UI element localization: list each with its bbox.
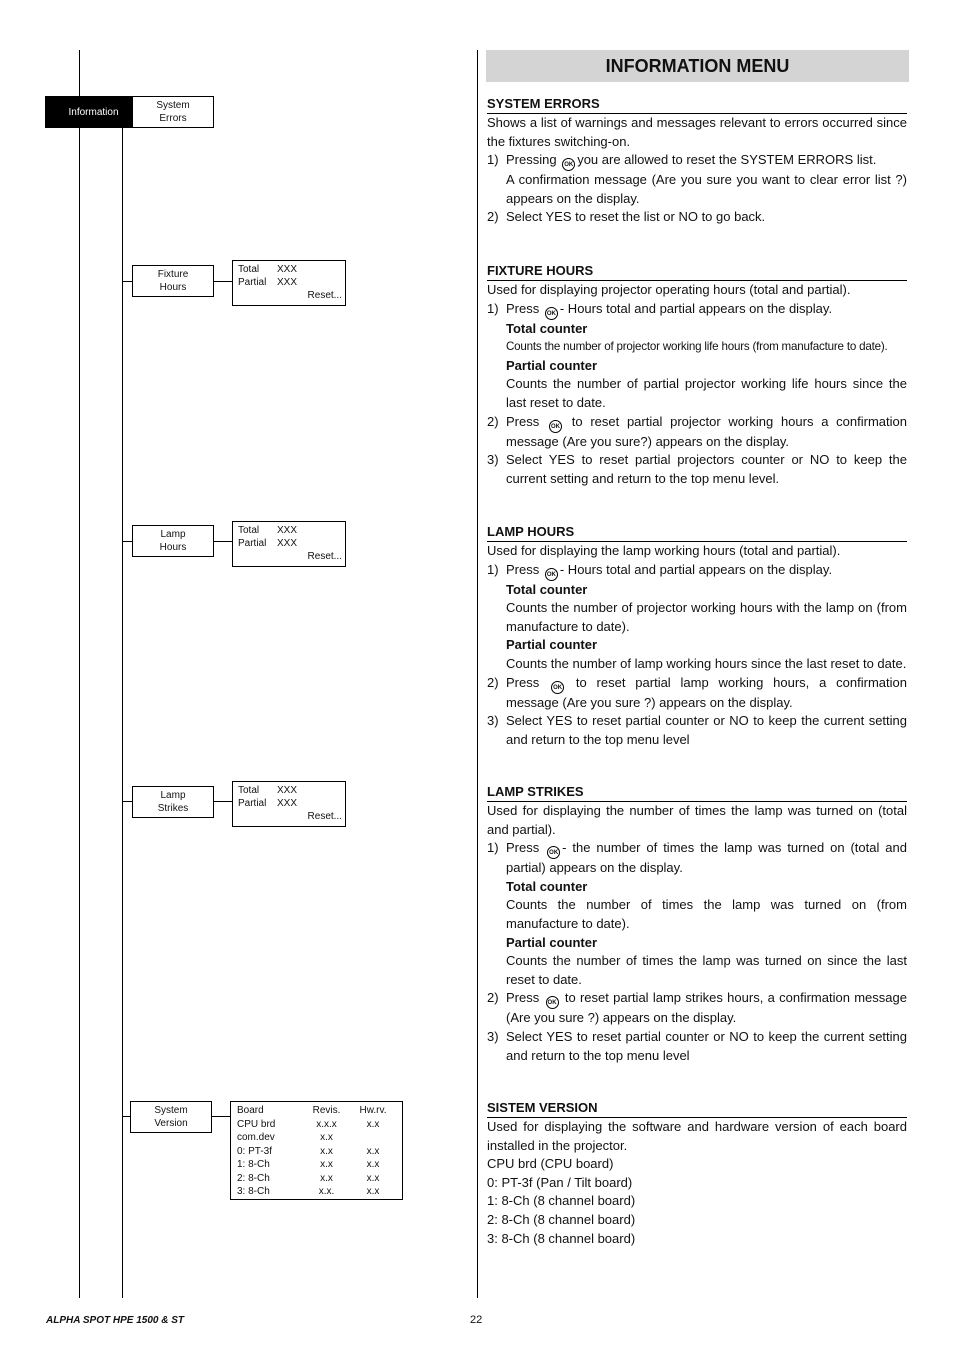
total-counter-text: Counts the number of projector working hours with the lamp on (from manufacture to date). <box>506 600 907 634</box>
section-heading: FIXTURE HOURS <box>487 263 907 281</box>
step-text: Press <box>506 561 540 577</box>
total-counter-text: Counts the number of projector working life hours (from manufacture to date). <box>506 340 888 354</box>
table-row <box>237 1118 393 1132</box>
tree-node-lamp-hours <box>132 525 214 557</box>
tree-connector <box>213 541 232 542</box>
tree-connector <box>213 281 232 282</box>
column-divider <box>477 50 478 1298</box>
step-item <box>487 839 907 878</box>
total-counter-heading: Total counter <box>506 320 588 336</box>
partial-label: Partial <box>238 538 267 549</box>
section-sistem-version <box>487 1100 907 1248</box>
ok-button-icon: OK <box>549 420 562 433</box>
step-number: 3) <box>487 1028 499 1044</box>
node-label-line: Strikes <box>157 803 189 814</box>
step-item <box>487 989 907 1028</box>
partial-counter-text: Counts the number of lamp working hours since the last reset to date. <box>506 655 907 671</box>
step-item <box>487 300 907 320</box>
table-header-row <box>237 1104 393 1118</box>
table-cell: 3: 8-Ch <box>237 1186 270 1197</box>
total-counter-heading: Total counter <box>506 878 588 894</box>
tree-connector <box>122 281 132 282</box>
table-cell: x.x <box>320 1159 333 1170</box>
partial-counter-heading: Partial counter <box>506 357 598 373</box>
ok-button-icon: OK <box>545 307 558 320</box>
display-fixture-hours <box>232 260 346 306</box>
list-item: 1: 8-Ch (8 channel board) <box>487 1193 636 1209</box>
tree-node-lamp-strikes <box>132 786 214 818</box>
column-header: Hw.rv. <box>359 1105 387 1116</box>
step-number: 1) <box>487 561 499 577</box>
table-cell: 0: PT-3f <box>237 1145 273 1157</box>
footer-page-number: 22 <box>470 1314 483 1326</box>
step-text: Select YES to reset partial counter or NO to keep the current setting and return to the top menu level <box>506 713 907 747</box>
ok-button-icon: OK <box>562 158 575 171</box>
reset-option: Reset... <box>307 811 342 822</box>
table-cell: x.x <box>366 1159 380 1170</box>
tree-branch-line <box>122 112 123 1298</box>
step-text: - Hours total and partial appears on the display. <box>559 561 833 577</box>
column-header: Revis. <box>312 1105 341 1116</box>
table-row <box>237 1145 393 1159</box>
tree-connector <box>211 1116 230 1117</box>
step-text: Select YES to reset partial projectors counter or NO to keep the current setting and return to the top menu level. <box>506 452 907 486</box>
ok-button-icon: OK <box>545 568 558 581</box>
step-text: to reset partial projector working hours a confirmation message (Are you sure?) appears on the display. <box>506 413 907 449</box>
node-label-line: Hours <box>159 282 187 293</box>
display-lamp-strikes <box>232 781 346 827</box>
section-heading: LAMP STRIKES <box>487 784 907 802</box>
node-label-line: Lamp <box>160 790 186 801</box>
reset-option: Reset... <box>307 551 342 562</box>
section-lamp-strikes <box>487 784 907 1065</box>
column-header: Board <box>237 1105 264 1116</box>
node-label-line: Lamp <box>160 529 186 540</box>
step-text: you are allowed to reset the SYSTEM ERRORS list. <box>577 152 877 168</box>
step-text: - the number of times the lamp was turned on (total and partial) appears on the display. <box>506 840 907 876</box>
node-label-line: Errors <box>159 113 187 124</box>
step-text: Press <box>506 990 540 1006</box>
step-item <box>487 413 907 452</box>
step-text: Press <box>506 413 540 429</box>
partial-counter-heading: Partial counter <box>506 637 598 653</box>
node-label-line: System <box>154 1105 188 1116</box>
partial-counter-text: Counts the number of partial projector working life hours since the last reset to date. <box>506 376 907 410</box>
tree-connector <box>122 541 132 542</box>
step-text: Pressing <box>506 152 557 168</box>
total-value: XXX <box>277 785 298 796</box>
step-number: 2) <box>487 990 499 1006</box>
step-item <box>487 208 907 227</box>
step-number: 1) <box>487 152 499 168</box>
list-item: 0: PT-3f (Pan / Tilt board) <box>487 1174 633 1190</box>
step-item <box>487 1028 907 1065</box>
table-cell <box>353 1131 393 1145</box>
section-intro: Used for displaying the number of times the lamp was turned on (total and partial). <box>487 803 907 837</box>
table-cell: x.x <box>320 1172 333 1184</box>
step-item <box>487 712 907 749</box>
partial-label: Partial <box>238 277 267 288</box>
partial-label: Partial <box>238 798 267 809</box>
section-system-errors <box>487 96 907 227</box>
table-cell: 1: 8-Ch <box>237 1159 270 1170</box>
ok-button-icon: OK <box>547 846 560 859</box>
step-text: Press <box>506 300 540 316</box>
list-item: CPU brd (CPU board) <box>487 1156 614 1172</box>
display-lamp-hours <box>232 521 346 567</box>
table-cell: x.x <box>366 1186 380 1197</box>
list-item: 2: 8-Ch (8 channel board) <box>487 1211 636 1227</box>
display-system-version <box>230 1101 403 1200</box>
partial-counter-text: Counts the number of times the lamp was turned on since the last reset to date. <box>506 953 907 987</box>
version-table <box>237 1104 393 1199</box>
ok-button-icon: OK <box>551 681 564 694</box>
table-cell: CPU brd <box>237 1118 276 1130</box>
step-number: 1) <box>487 840 499 856</box>
tree-node-system-version <box>130 1101 212 1133</box>
partial-value: XXX <box>277 277 298 288</box>
step-item <box>487 674 907 713</box>
table-row <box>237 1158 393 1172</box>
table-cell: com.dev <box>237 1132 275 1143</box>
table-cell: x.x <box>320 1132 333 1143</box>
section-intro: Used for displaying projector operating hours (total and partial). <box>487 282 851 297</box>
node-label-line: System <box>156 100 190 111</box>
total-label: Total <box>238 525 260 536</box>
ok-button-icon: OK <box>546 996 559 1009</box>
total-label: Total <box>238 264 260 275</box>
table-cell: x.x <box>366 1145 380 1157</box>
total-value: XXX <box>277 525 298 536</box>
table-cell: x.x <box>320 1145 333 1157</box>
step-text: Select YES to reset partial counter or NO to keep the current setting and return to the top menu level <box>506 1028 907 1063</box>
reset-option: Reset... <box>307 290 342 301</box>
table-cell: x.x <box>366 1118 380 1130</box>
step-number: 3) <box>487 452 499 468</box>
total-counter-text: Counts the number of times the lamp was turned on (from manufacture to date). <box>506 897 907 931</box>
node-label-line: Hours <box>159 542 187 553</box>
table-row <box>237 1185 393 1199</box>
section-heading: SISTEM VERSION <box>487 1100 907 1118</box>
page-title: INFORMATION MENU <box>486 50 909 82</box>
section-heading: SYSTEM ERRORS <box>487 96 907 114</box>
step-text: Select YES to reset the list or NO to go back. <box>506 209 766 225</box>
step-number: 2) <box>487 209 499 225</box>
table-cell: 2: 8-Ch <box>237 1172 270 1184</box>
tree-node-system-errors <box>132 96 214 128</box>
partial-value: XXX <box>277 538 298 549</box>
section-intro: Shows a list of warnings and messages relevant to errors occurred since the fixtures switching-on. <box>487 115 907 149</box>
tree-connector <box>122 801 132 802</box>
section-heading: LAMP HOURS <box>487 524 907 542</box>
step-note: A confirmation message (Are you sure you want to clear error list ?) appears on the display. <box>506 172 907 206</box>
node-label-line: Version <box>154 1118 188 1129</box>
step-text: to reset partial lamp strikes hours, a confirmation message (Are you sure ?) appears on the display. <box>506 990 907 1026</box>
table-cell: x.x <box>366 1172 380 1184</box>
table-cell: x.x. <box>318 1186 335 1197</box>
step-text: to reset partial lamp working hours, a confirmation message (Are you sure ?) appears on the display. <box>506 674 907 710</box>
footer-product-name: ALPHA SPOT HPE 1500 & ST <box>46 1315 184 1326</box>
tree-node-fixture-hours <box>132 265 214 297</box>
step-item <box>487 451 907 488</box>
node-label-line: Fixture <box>157 269 189 280</box>
tree-connector <box>122 1116 130 1117</box>
list-item: 3: 8-Ch (8 channel board) <box>487 1230 636 1246</box>
table-cell: x.x.x <box>316 1118 337 1130</box>
step-number: 3) <box>487 713 499 729</box>
tree-connector <box>213 801 232 802</box>
total-counter-heading: Total counter <box>506 581 588 597</box>
step-number: 2) <box>487 674 499 690</box>
tree-connector <box>122 112 132 113</box>
section-intro: Used for displaying the software and hardware version of each board installed in the projector. <box>487 1119 907 1153</box>
tree-main-line <box>79 50 80 1298</box>
step-text: Press <box>506 840 540 856</box>
partial-value: XXX <box>277 798 298 809</box>
table-row <box>237 1131 393 1145</box>
section-fixture-hours <box>487 263 907 488</box>
total-label: Total <box>238 785 260 796</box>
step-number: 1) <box>487 300 499 316</box>
total-value: XXX <box>277 264 298 275</box>
partial-counter-heading: Partial counter <box>506 934 598 950</box>
section-intro: Used for displaying the lamp working hours (total and partial). <box>487 543 841 558</box>
tree-root-information: Information <box>45 96 142 128</box>
step-item <box>487 561 907 581</box>
step-number: 2) <box>487 413 499 429</box>
step-item <box>487 151 907 171</box>
section-lamp-hours <box>487 524 907 749</box>
step-text: Press <box>506 674 540 690</box>
step-text: - Hours total and partial appears on the display. <box>559 300 833 316</box>
table-row <box>237 1172 393 1186</box>
